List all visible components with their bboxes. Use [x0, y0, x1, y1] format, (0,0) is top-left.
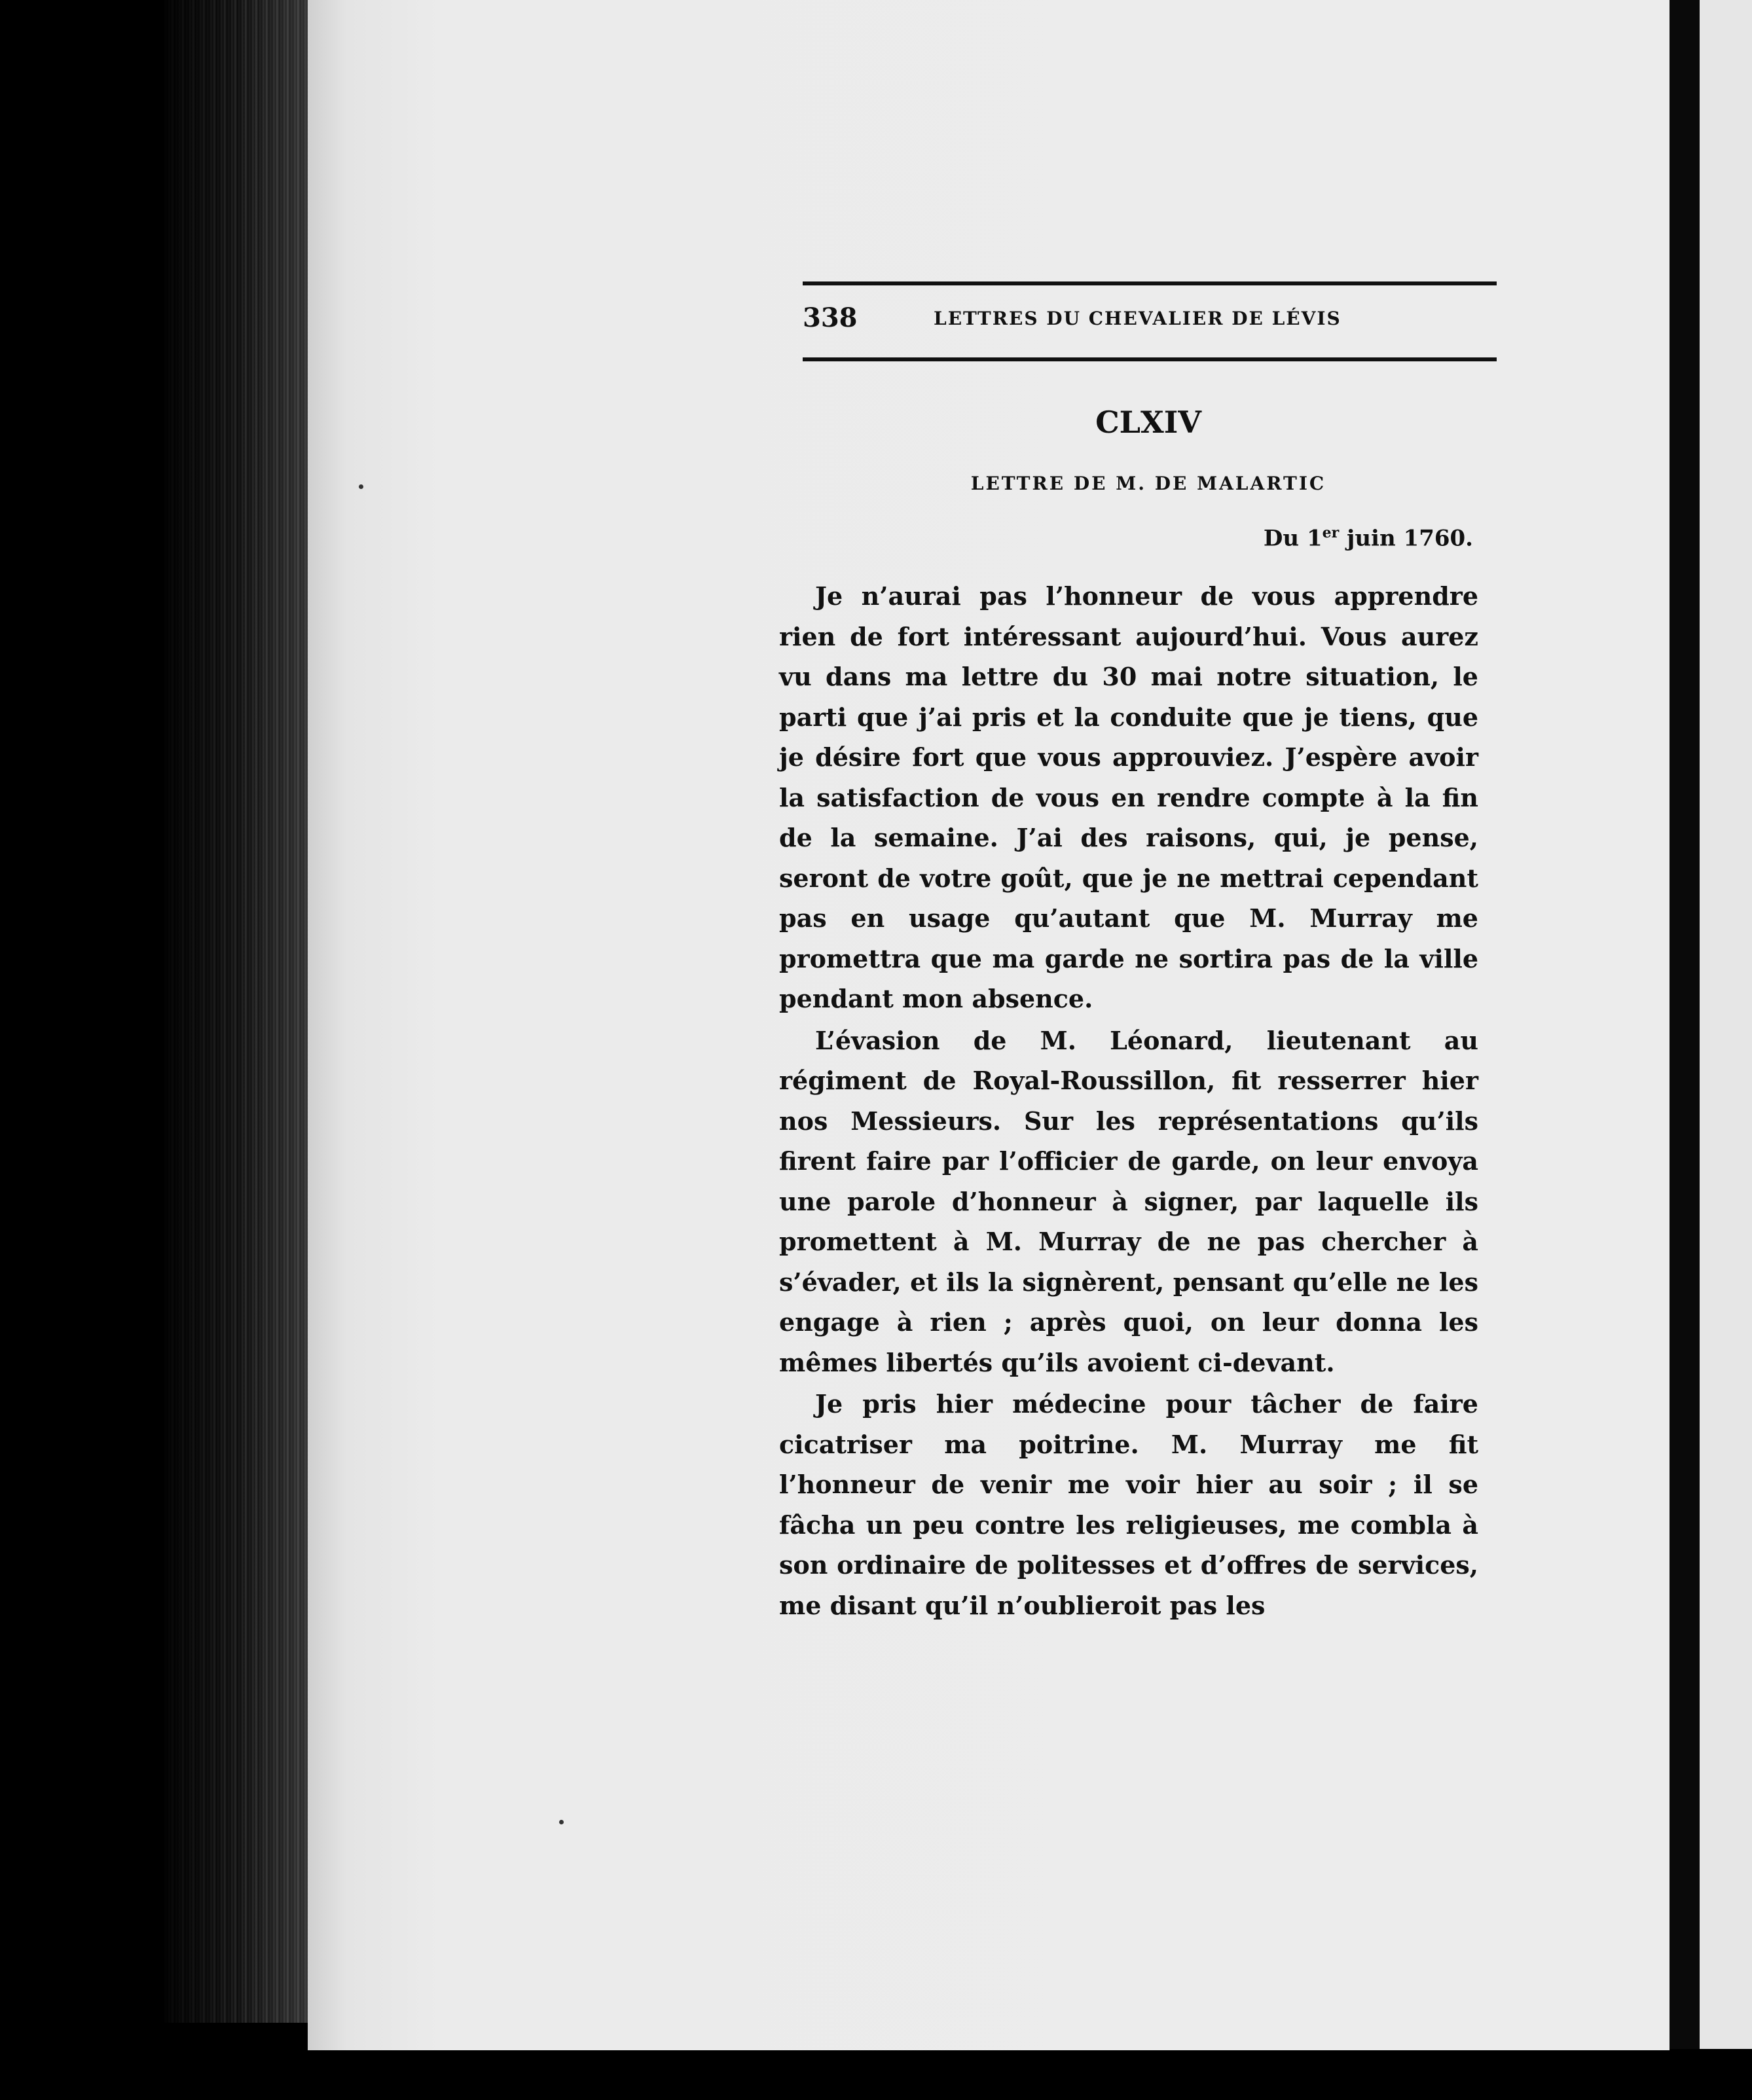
- date-prefix: Du 1: [1263, 525, 1323, 552]
- letter-heading: LETTRE DE M. DE MALARTIC: [970, 473, 1326, 494]
- page-text-block: [779, 281, 1478, 1625]
- letter-number: CLXIV: [1095, 405, 1201, 440]
- page-header: [803, 285, 1497, 357]
- body-paragraph: Je pris hier médecine pour tâcher de faire cicatriser ma poitrine. M. Murray me fit l’honneur de venir me voir hier au soir ; il se fâcha un peu contre les religieuses, me combla à son ordinaire de politesses et d’offres de services, me disant qu’il n’oublieroit pas les: [779, 1389, 1478, 1620]
- ink-speck: [559, 1820, 564, 1824]
- letter-date: [779, 524, 1473, 551]
- body-paragraph: L’évasion de M. Léonard, lieutenant au régiment de Royal-Roussillon, fit resserrer hier nos Messieurs. Sur les représentations qu’ils firent faire par l’officier de garde, on leur envoya une parole d’honneur à signer, par laquelle ils promettent à M. Murray de ne pas chercher à s’évader, et ils la signèrent, pensant qu’elle ne les engage à rien ; après quoi, on leur donna les mêmes libertés qu’ils avoient ci-devant.: [779, 1025, 1478, 1377]
- page-number: 338: [803, 302, 858, 333]
- running-title: LETTRES DU CHEVALIER DE LÉVIS: [934, 308, 1341, 329]
- book-page-edges: [164, 0, 327, 2023]
- date-superscript: er: [1322, 524, 1340, 541]
- body-paragraph: Je n’aurai pas l’honneur de vous apprendre rien de fort intéressant aujourd’hui. Vous aurez vu dans ma lettre du 30 mai notre situation, le parti que j’ai pris et la conduite que je tiens, que je désire fort que vous approuviez. J’espère avoir la satisfaction de vous en rendre compte à la fin de la semaine. J’ai des raisons, qui, je pense, seront de votre goût, que je ne mettrai cependant pas en usage qu’autant que M. Murray me promettra que ma garde ne sortira pas de la ville pendant mon absence.: [779, 581, 1478, 1014]
- next-page-edge: [1700, 0, 1752, 2049]
- date-suffix: juin 1760.: [1339, 525, 1473, 552]
- header-bottom-rule: [803, 357, 1497, 361]
- right-gutter-shadow: [1670, 0, 1700, 2049]
- ink-speck: [359, 484, 363, 489]
